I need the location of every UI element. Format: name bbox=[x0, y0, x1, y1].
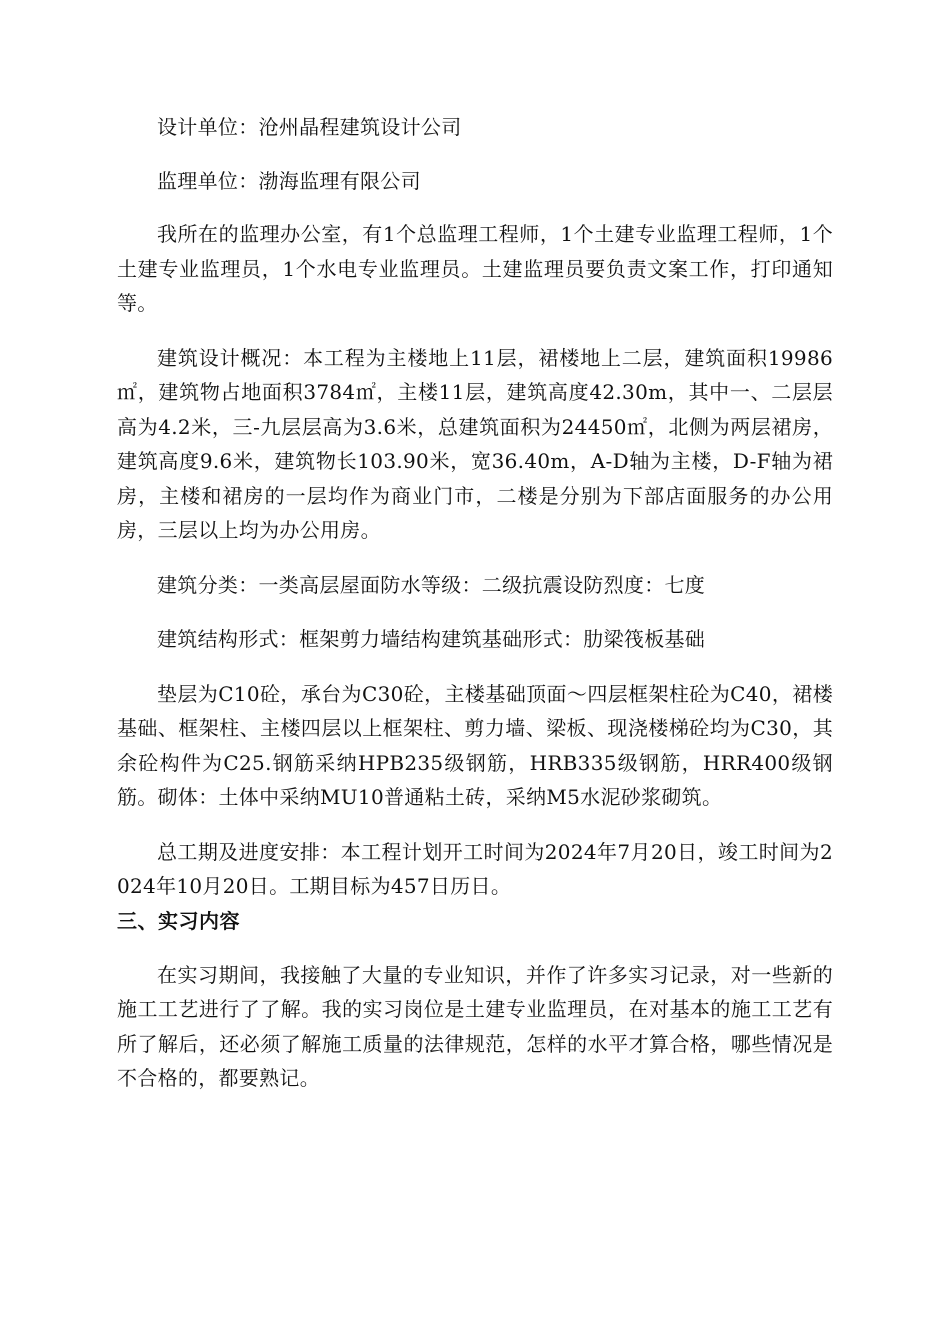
classification-paragraph: 建筑分类：一类高层屋面防水等级：二级抗震设防烈度：七度 bbox=[157, 572, 706, 597]
internship-paragraph: 在实习期间，我接触了大量的专业知识，并作了许多实习记录，对一些新的施工工艺进行了了解。我的实习岗位是土建专业监理员，在对基本的施工工艺有所了解后，还必须了解施工质量的法律规范，怎样的水平才算合格，哪些情况是不合格的，都要熟记。 bbox=[117, 962, 833, 1090]
structure-paragraph: 建筑结构形式：框架剪力墙结构建筑基础形式：肋梁筏板基础 bbox=[157, 627, 706, 651]
office-paragraph: 我所在的监理办公室，有1个总监理工程师，1个土建专业监理工程师，1个土建专业监理员，1个水电专业监理员。土建监理员要负责文案工作，打印通知等。 bbox=[117, 222, 833, 315]
supervision-unit-paragraph: 监理单位：渤海监理有限公司 bbox=[157, 168, 421, 193]
design-unit-paragraph: 设计单位：沧州晶程建筑设计公司 bbox=[157, 115, 462, 139]
overview-paragraph: 建筑设计概况：本工程为主楼地上11层，裙楼地上二层，建筑面积19986㎡，建筑物占地面积3784㎡，主楼11层，建筑高度42.30m，其中一、二层层高为4.2米，三-九层层高为3.6米，总建筑面积为24450㎡，北侧为两层裙房，建筑高度9.6米，建筑物长103.90米，宽36.40m，A-D轴为主楼，D-F轴为裙房，主楼和裙房的一层均作为商业门市，二楼是分别为下部店面服务的办公用房，三层以上均为办公用房。 bbox=[117, 345, 833, 542]
schedule-paragraph: 总工期及进度安排：本工程计划开工时间为2024年7月20日，竣工时间为2024年10月20日。工期目标为457日历日。 bbox=[117, 839, 833, 898]
materials-paragraph: 垫层为C10砼，承台为C30砼，主楼基础顶面～四层框架柱砼为C40，裙楼基础、框架柱、主楼四层以上框架柱、剪力墙、梁板、现浇楼梯砼均为C30，其余砼构件为C25.钢筋采纳HPB235级钢筋，HRB335级钢筋，HRR400级钢筋。砌体：土体中采纳MU10普通粘土砖，采纳M5水泥砂浆砌筑。 bbox=[117, 681, 833, 809]
section-heading: 三、实习内容 bbox=[117, 908, 240, 933]
document-page bbox=[117, 110, 833, 1096]
